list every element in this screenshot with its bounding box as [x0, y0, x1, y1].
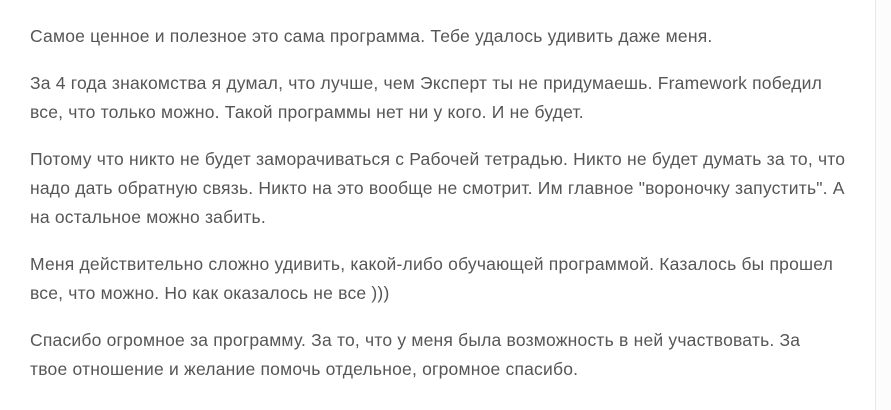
testimonial-paragraph	[30, 69, 857, 127]
text-line: Потому что никто не будет заморачиваться с Рабочей тетрадью. Никто не будет думать за то, что	[30, 149, 846, 169]
text-line: Меня действительно сложно удивить, какой-либо обучающей программой. Казалось бы прошел	[30, 254, 834, 274]
text-line: на остальное можно забить.	[30, 207, 266, 227]
testimonial-paragraph	[30, 250, 857, 308]
page-edge-strip	[876, 0, 891, 410]
text-line: все, что только можно. Такой программы нет ни у кого. И не будет.	[30, 102, 584, 122]
text-line: За 4 года знакомства я думал, что лучше, чем Эксперт ты не придумаешь. Framework победил	[30, 73, 823, 93]
testimonial-paragraph	[30, 145, 857, 232]
testimonial-text-block	[30, 22, 857, 402]
text-line: все, что можно. Но как оказалось не все )))	[30, 283, 390, 303]
testimonial-paragraph	[30, 22, 857, 51]
testimonial-paragraph	[30, 326, 857, 384]
text-line: надо дать обратную связь. Никто на это вообще не смотрит. Им главное "вороночку запустить". А	[30, 178, 845, 198]
text-line: твое отношение и желание помочь отдельное, огромное спасибо.	[30, 359, 579, 379]
text-line: Спасибо огромное за программу. За то, что у меня была возможность в ней участвовать. За	[30, 330, 801, 350]
text-line: Самое ценное и полезное это сама программа. Тебе удалось удивить даже меня.	[30, 26, 713, 46]
page-edge-divider	[875, 0, 876, 410]
